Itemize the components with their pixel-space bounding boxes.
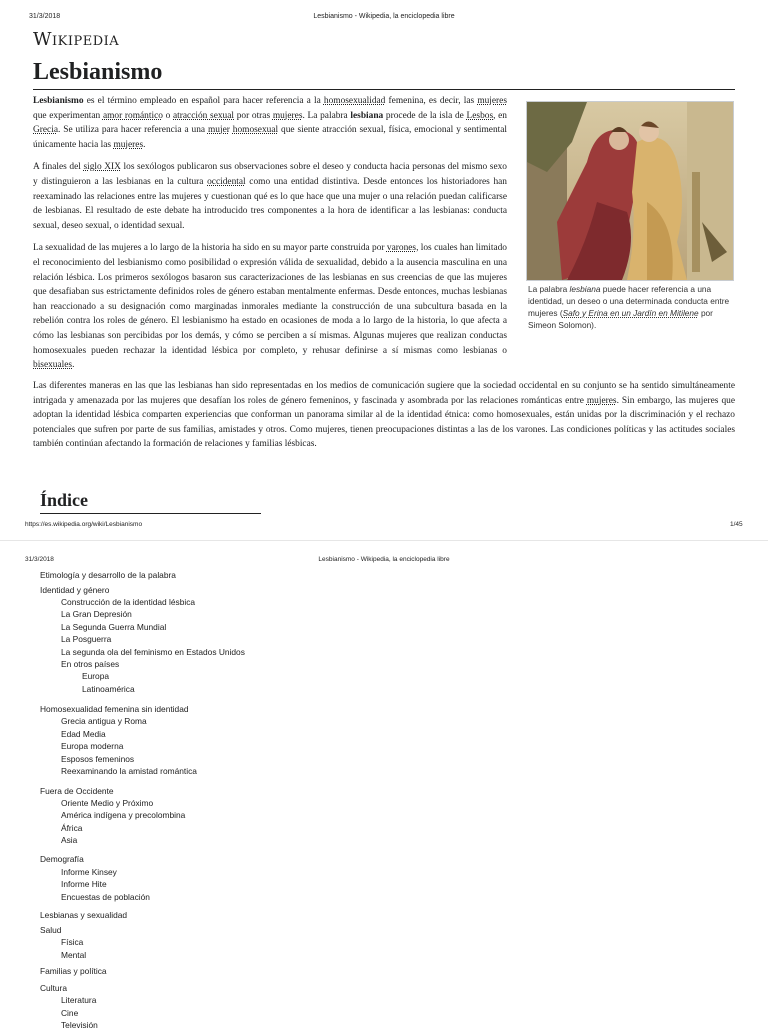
link-homosexualidad[interactable]: homosexualidad [323, 96, 386, 106]
print-header-title: Lesbianismo - Wikipedia, la enciclopedia libre [313, 13, 455, 20]
toc-item[interactable]: Construcción de la identidad lésbica [61, 597, 196, 607]
toc-item[interactable]: La segunda ola del feminismo en Estados Unidos [61, 647, 245, 657]
text: que experimentan [33, 110, 103, 121]
toc-item[interactable]: Informe Kinsey [61, 867, 117, 877]
text: . Sin embargo, las mujeres que adoptan la identidad lésbica comparten experiencias que conforman un panorama similar al de la identidad étnica: como homosexuales, están unidas por la discriminación y el rechazo potenciales que sufren por parte de sus familias, amistades y otros. Como mujeres, tienen preocupaciones distintas a las de los varones. Las condiciones políticas y las actitudes sociales también continúan afectando la formación de relaciones y familias lésbicas. [33, 395, 735, 450]
toc-item[interactable]: África [61, 823, 83, 833]
toc-item[interactable]: Etimología y desarrollo de la palabra [40, 570, 176, 580]
link-atraccion-sexual[interactable]: atracción sexual [173, 110, 234, 121]
text: femenina, es decir, las [385, 96, 478, 106]
toc-item[interactable]: Reexaminando la amistad romántica [61, 766, 197, 776]
title-divider [33, 89, 735, 90]
toc-item[interactable]: Familias y política [40, 966, 107, 976]
toc-item[interactable]: Salud [40, 925, 62, 935]
link-painting-title[interactable]: Safo y Erina en un Jardín en Mitilene [562, 308, 699, 318]
link-varones[interactable]: varones [386, 243, 417, 254]
text: por otras [234, 110, 273, 121]
text: La palabra [528, 284, 570, 294]
toc-item[interactable]: Física [61, 937, 84, 947]
index-heading: Índice [40, 490, 89, 510]
link-amor-romantico[interactable]: amor romántico [102, 110, 163, 121]
toc-item[interactable]: En otros países [61, 659, 120, 669]
toc-item[interactable]: Encuestas de población [61, 892, 150, 902]
text: como una entidad distintiva. Desde entonces los historiadores han reexaminado las relaciones entre las mujeres y cuestionan qué es lo que hace que una mujer o una relación puedan calificarse de lesbianas. El resultado de este debate ha introducido tres componentes a la hora de identificar a las lesbianas: conducta sexual, deseo sexual, o identidad sexual. [33, 176, 507, 231]
text: que siente atracción sexual, física, emocional y sentimental únicamente hacia las [33, 125, 508, 150]
text: . [143, 139, 146, 150]
toc-item[interactable]: Latinoamérica [82, 684, 135, 694]
toc-item[interactable]: Europa [82, 671, 110, 681]
print-header-title-2: Lesbianismo - Wikipedia, la enciclopedia libre [318, 556, 450, 563]
print-footer-page: 1/45 [730, 521, 743, 528]
text: procede de la isla de [383, 110, 467, 121]
toc-item[interactable]: La Segunda Guerra Mundial [61, 622, 167, 632]
link-mujeres[interactable]: mujeres [477, 96, 507, 106]
text: es el término empleado en español para hacer referencia a la [83, 96, 324, 106]
toc-item[interactable]: Oriente Medio y Próximo [61, 798, 154, 808]
print-footer-url: https://es.wikipedia.org/wiki/Lesbianismo [25, 521, 143, 528]
paragraph-1 [33, 94, 507, 152]
article-paragraph-4-wrap [33, 379, 735, 460]
text: . La palabra [302, 110, 351, 121]
link-mujer[interactable]: mujer [207, 125, 230, 136]
text: , los cuales han limitado el reconocimiento del lesbianismo como posibilidad o expresión válida de sexualidad, debido a la ausencia masculina en una relación lésbica. Los primeros sexólogos basaron sus caracterizaciones de las lesbianas en sus creencias de que las mujeres que desafiaban sus estrictamente definidos roles de género estaban mentalmente enfermas. Desde entonces, muchas lesbianas han reaccionado a su designación como marginadas inmorales mediante la construcción de una subcultura basada en la rebelión contra los roles de género. El lesbianismo ha estado en ocasiones de moda a lo largo de la historia, lo que afecta a cómo las lesbianas son percibidas por los demás, y cómo se perciben a sí mismas. Algunas mujeres que realizan conductas homosexuales pueden rechazar la identidad lésbica por completo, y rehusar definirse a sí mismas como lesbianas o [33, 243, 507, 356]
painting-image[interactable] [526, 101, 734, 281]
toc-item[interactable]: Europa moderna [61, 741, 124, 751]
toc-item[interactable]: Asia [61, 835, 78, 845]
text: La sexualidad de las mujeres a lo largo de la historia ha sido en su mayor parte construida por [33, 243, 387, 254]
text: A finales del [33, 162, 84, 173]
toc-item[interactable]: Identidad y género [40, 585, 110, 595]
link-mujeres[interactable]: mujeres [272, 110, 303, 121]
paragraph-2 [33, 160, 507, 233]
toc-item[interactable]: Fuera de Occidente [40, 786, 114, 796]
print-header-date-2: 31/3/2018 [25, 556, 54, 563]
lead-term: Lesbianismo [33, 96, 84, 106]
text: . Se utiliza para hacer referencia a una [57, 125, 208, 136]
toc-item[interactable]: Lesbianas y sexualidad [40, 910, 128, 920]
toc-item[interactable]: Mental [61, 950, 87, 960]
toc-item[interactable]: Grecia antigua y Roma [61, 716, 147, 726]
toc-item[interactable]: Edad Media [61, 729, 106, 739]
text: Las diferentes maneras en las que las lesbianas han sido representadas en los medios de comunicación sugiere que la sociedad occidental en su conjunto se ha sentido simultáneamente intrigada y amenazada por las mujeres que desafían los roles de género femeninos, y fascinada y asombrada por las relaciones románticas entre [33, 381, 735, 406]
article-title: Lesbianismo [33, 59, 163, 85]
text: . [72, 360, 75, 371]
text: puede hacer referencia a una identidad, un deseo o una determinada conducta entre mujeres ( [528, 284, 730, 318]
wikipedia-logo-text: Wikipedia [33, 29, 120, 50]
link-occidental[interactable]: occidental [207, 176, 246, 187]
painting-illustration [527, 102, 733, 280]
paragraph-4 [33, 379, 735, 452]
article-lead [33, 94, 507, 381]
toc-item[interactable]: Cultura [40, 983, 67, 993]
toc-item[interactable]: Televisión [61, 1020, 98, 1030]
paragraph-3 [33, 241, 507, 372]
toc-item[interactable]: Esposos femeninos [61, 754, 135, 764]
toc-item[interactable]: La Gran Depresión [61, 609, 132, 619]
link-siglo-xix[interactable]: siglo XIX [83, 162, 121, 173]
toc-item[interactable]: Demografía [40, 854, 84, 864]
toc-item[interactable]: Homosexualidad femenina sin identidad [40, 704, 189, 714]
image-caption [528, 283, 734, 331]
link-mujeres[interactable]: mujeres [586, 395, 617, 406]
print-header-date: 31/3/2018 [29, 13, 61, 20]
link-grecia[interactable]: Grecia [33, 125, 58, 136]
index-heading-divider [40, 513, 261, 514]
bold-term: lesbiana [350, 110, 384, 121]
text: , en [493, 110, 507, 121]
toc-item[interactable]: Informe Hite [61, 879, 107, 889]
link-homosexual[interactable]: homosexual [232, 125, 279, 136]
link-lesbos[interactable]: Lesbos [466, 110, 494, 121]
text: lesbiana [569, 284, 601, 294]
toc-item[interactable]: La Posguerra [61, 634, 112, 644]
toc-item[interactable]: Literatura [61, 995, 97, 1005]
wikipedia-logo[interactable] [33, 29, 119, 50]
text: por Simeon Solomon). [528, 308, 713, 330]
link-mujeres[interactable]: mujeres [113, 139, 144, 150]
page-break [0, 540, 768, 541]
text: o [162, 110, 173, 121]
text: los sexólogos publicaron sus observaciones sobre el deseo y conducta hacia personas del mismo sexo y distinguieron a las lesbianas en la cultura [33, 162, 507, 187]
toc-item[interactable]: América indígena y precolombina [61, 810, 186, 820]
link-bisexuales[interactable]: bisexuales [33, 360, 73, 371]
toc-item[interactable]: Cine [61, 1008, 79, 1018]
